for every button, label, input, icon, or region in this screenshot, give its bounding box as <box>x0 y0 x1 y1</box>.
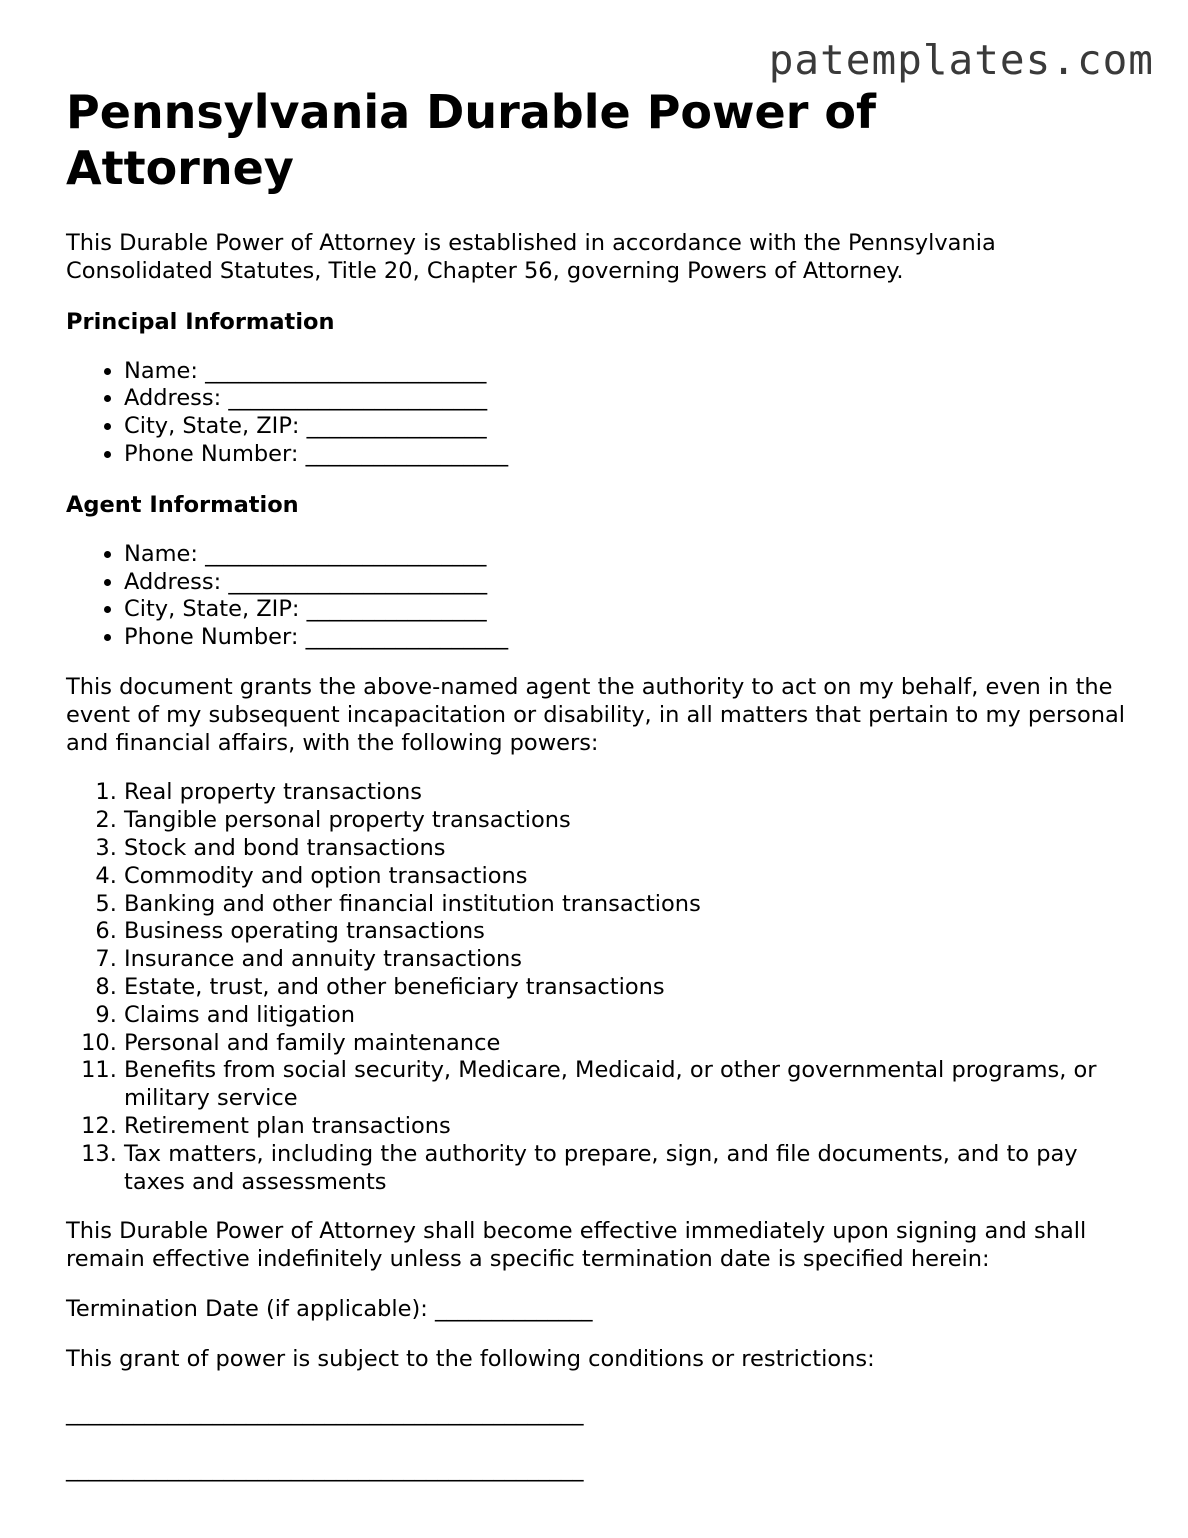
grant-paragraph: This document grants the above-named agent the authority to act on my behalf, even in the event of my subsequent incapacitation or disability, in all matters that pertain to my personal and financial affairs, with the following powers: <box>66 673 1126 756</box>
power-item: 10. Personal and family maintenance <box>124 1030 1136 1058</box>
intro-paragraph: This Durable Power of Attorney is established in accordance with the Pennsylvania Consolidated Statutes, Title 20, Chapter 56, governing Powers of Attorney. <box>66 230 996 284</box>
power-item: 6. Business operating transactions <box>124 918 1136 946</box>
principal-heading: Principal Information <box>66 308 335 335</box>
agent-name-field[interactable]: • Name: _________________________ <box>124 541 1136 569</box>
agent-address-field[interactable]: • Address: _______________________ <box>124 569 1136 597</box>
principal-address-field[interactable]: • Address: _______________________ <box>124 385 1136 413</box>
effective-paragraph: This Durable Power of Attorney shall become effective immediately upon signing and shall remain effective indefinitely unless a specific termination date is specified herein: <box>66 1218 1087 1273</box>
principal-city-field[interactable]: • City, State, ZIP: ________________ <box>124 413 1136 441</box>
power-item: 13. Tax matters, including the authority to prepare, sign, and file documents, and to pay taxes and assessments <box>124 1141 1136 1197</box>
power-item: 12. Retirement plan transactions <box>124 1113 1136 1141</box>
document-page <box>66 84 1136 1486</box>
power-item: 9. Claims and litigation <box>124 1002 1136 1030</box>
termination-date-field[interactable]: Termination Date (if applicable): ______________ <box>66 1295 593 1322</box>
power-item: 2. Tangible personal property transactions <box>124 807 1136 835</box>
document-title: Pennsylvania Durable Power of Attorney <box>66 85 877 195</box>
principal-name-field[interactable]: • Name: _________________________ <box>124 358 1136 386</box>
principal-phone-field[interactable]: • Phone Number: __________________ <box>124 441 1136 469</box>
power-item: 5. Banking and other financial institution transactions <box>124 891 1136 919</box>
agent-heading: Agent Information <box>66 491 299 518</box>
conditions-paragraph: This grant of power is subject to the following conditions or restrictions: <box>66 1345 875 1372</box>
power-item: 7. Insurance and annuity transactions <box>124 946 1136 974</box>
power-item: 1. Real property transactions <box>124 779 1136 807</box>
agent-phone-field[interactable]: • Phone Number: __________________ <box>124 624 1136 652</box>
power-item: 4. Commodity and option transactions <box>124 863 1136 891</box>
agent-city-field[interactable]: • City, State, ZIP: ________________ <box>124 596 1136 624</box>
powers-list <box>66 779 1136 1196</box>
principal-field-list <box>66 358 1136 469</box>
conditions-blank-line-2[interactable]: ______________________________________________ <box>66 1455 584 1482</box>
power-item: 8. Estate, trust, and other beneficiary transactions <box>124 974 1136 1002</box>
power-item: 11. Benefits from social security, Medicare, Medicaid, or other governmental programs, or military service <box>124 1057 1136 1113</box>
power-item: 3. Stock and bond transactions <box>124 835 1136 863</box>
agent-field-list <box>66 541 1136 652</box>
site-watermark: patemplates.com <box>768 36 1154 84</box>
conditions-blank-line-1[interactable]: ______________________________________________ <box>66 1399 584 1426</box>
